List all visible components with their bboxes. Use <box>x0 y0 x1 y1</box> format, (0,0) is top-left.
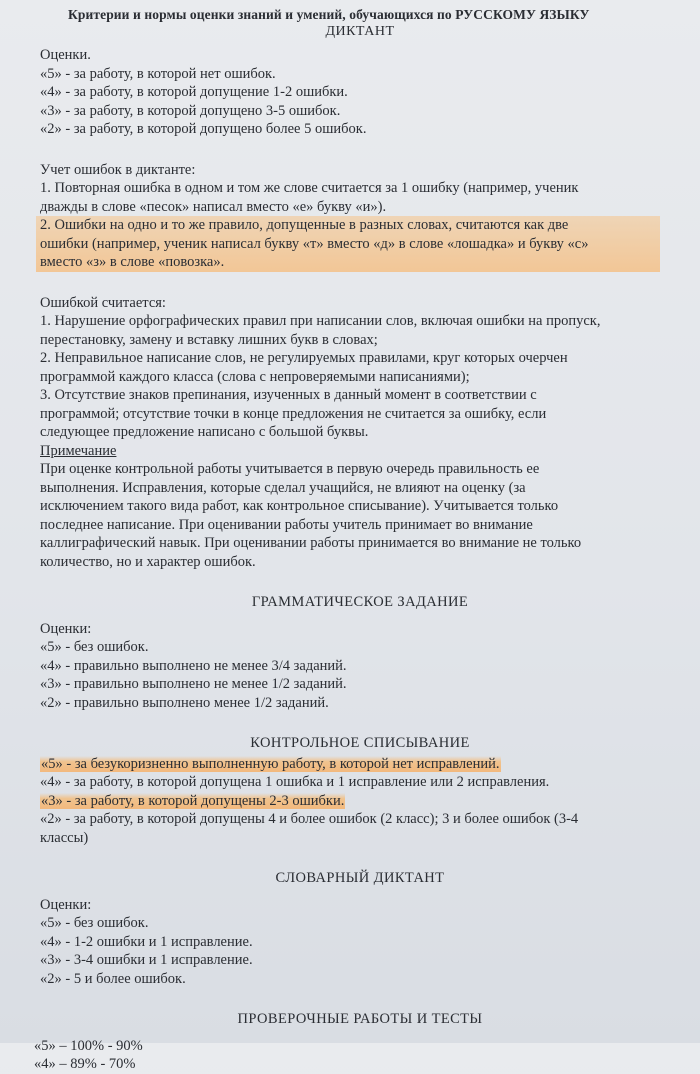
vocab-grade-3: «3» - 3-4 ошибки и 1 исправление. <box>40 952 253 968</box>
errors-label: Учет ошибок в диктанте: <box>40 161 196 178</box>
copying-grade-5: «5» - за безукоризненно выполненную работу, в которой нет исправлений. <box>41 755 500 772</box>
considered-line-5: 3. Отсутствие знаков препинания, изученных в данный момент в соответствии с <box>40 387 537 403</box>
considered-label: Ошибкой считается: <box>40 294 166 311</box>
note-line-6: количество, но и характер ошибок. <box>40 553 256 570</box>
note-line-4: последнее написание. При оценивании работы учитель принимает во внимание <box>40 516 533 533</box>
tests-heading: ПРОВЕРОЧНЫЕ РАБОТЫ И ТЕСТЫ <box>237 1011 483 1027</box>
considered-line-4: программой каждого класса (слова с непроверяемыми написаниями); <box>40 368 470 385</box>
note-line-1: При оценке контрольной работы учитывается в первую очередь правильность ее <box>40 461 540 477</box>
vocab-heading: СЛОВАРНЫЙ ДИКТАНТ <box>275 870 445 886</box>
tests-grade-4: «4» – 89% - 70% <box>34 1056 136 1072</box>
note-line-3: исключением такого вида работ, как контрольное списывание). Учитывается только <box>40 498 559 514</box>
dictation-grades-label: Оценки. <box>40 47 91 63</box>
copying-grade-4: «4» - за работу, в которой допущена 1 ошибка и 1 исправление или 2 исправления. <box>40 774 550 790</box>
considered-line-2: перестановку, замену и вставку лишних букв в словах; <box>40 331 378 348</box>
errors-item-1-line-2: дважды в слове «песок» написал вместо «е» букву «и»). <box>40 198 387 215</box>
copying-heading: КОНТРОЛЬНОЕ СПИСЫВАНИЕ <box>250 735 470 751</box>
grammar-grades-label: Оценки: <box>40 620 92 637</box>
dictation-grade-2: «2» - за работу, в которой допущено более 5 ошибок. <box>40 121 367 137</box>
dictation-grade-3: «3» - за работу, в которой допущено 3-5 ошибок. <box>40 102 341 119</box>
note-line-5: каллиграфический навык. При оценивании работы принимается во внимание не только <box>40 535 582 551</box>
document-title: Критерии и нормы оценки знаний и умений, обучающихся по РУССКОМУ ЯЗЫКУ <box>68 7 590 22</box>
errors-item-2-line-3: вместо «з» в слове «повозка». <box>40 254 225 270</box>
vocab-grade-4: «4» - 1-2 ошибки и 1 исправление. <box>40 933 253 950</box>
vocab-grades-label: Оценки: <box>40 896 92 913</box>
copying-grade-3: «3» - за работу, в которой допущены 2-3 ошибки. <box>41 792 345 809</box>
considered-line-1: 1. Нарушение орфографических правил при написании слов, включая ошибки на пропуск, <box>40 313 601 329</box>
document-subtitle: ДИКТАНТ <box>325 24 395 39</box>
vocab-grade-2: «2» - 5 и более ошибок. <box>40 970 186 987</box>
highlighted-rule-block <box>36 216 660 272</box>
considered-line-3: 2. Неправильное написание слов, не регулируемых правилами, круг которых очерчен <box>40 350 568 366</box>
errors-item-2-line-2: ошибки (например, ученик написал букву «т» вместо «д» в слове «лошадка» и букву «с» <box>40 235 589 252</box>
grammar-grade-4: «4» - правильно выполнено не менее 3/4 заданий. <box>40 657 347 674</box>
copying-grade-2-line-2: классы) <box>40 829 89 846</box>
note-line-2: выполнения. Исправления, которые сделал учащийся, не влияют на оценку (за <box>40 479 526 496</box>
vocab-grade-5: «5» - без ошибок. <box>40 915 149 931</box>
considered-line-6: программой; отсутствие точки в конце предложения не считается за ошибку, если <box>40 405 547 422</box>
considered-line-7: следующее предложение написано с большой буквы. <box>40 424 369 440</box>
grammar-heading: ГРАММАТИЧЕСКОЕ ЗАДАНИЕ <box>251 594 469 610</box>
dictation-grade-5: «5» - за работу, в которой нет ошибок. <box>40 65 276 82</box>
errors-item-2-line-1: 2. Ошибки на одно и то же правило, допущенные в разных словах, считаются как две <box>40 217 569 233</box>
grammar-grade-2: «2» - правильно выполнено менее 1/2 заданий. <box>40 694 329 711</box>
grammar-grade-5: «5» - без ошибок. <box>40 639 149 655</box>
tests-grade-5: «5» – 100% - 90% <box>34 1037 143 1054</box>
dictation-grade-4: «4» - за работу, в которой допущение 1-2 ошибки. <box>40 84 348 100</box>
copying-grade-2-line-1: «2» - за работу, в которой допущены 4 и более ошибок (2 класс); 3 и более ошибок (3-4 <box>40 811 579 827</box>
grammar-grade-3: «3» - правильно выполнено не менее 1/2 заданий. <box>40 676 347 692</box>
note-label: Примечание <box>40 442 117 459</box>
errors-item-1-line-1: 1. Повторная ошибка в одном и том же слове считается за 1 ошибку (например, ученик <box>40 180 579 196</box>
